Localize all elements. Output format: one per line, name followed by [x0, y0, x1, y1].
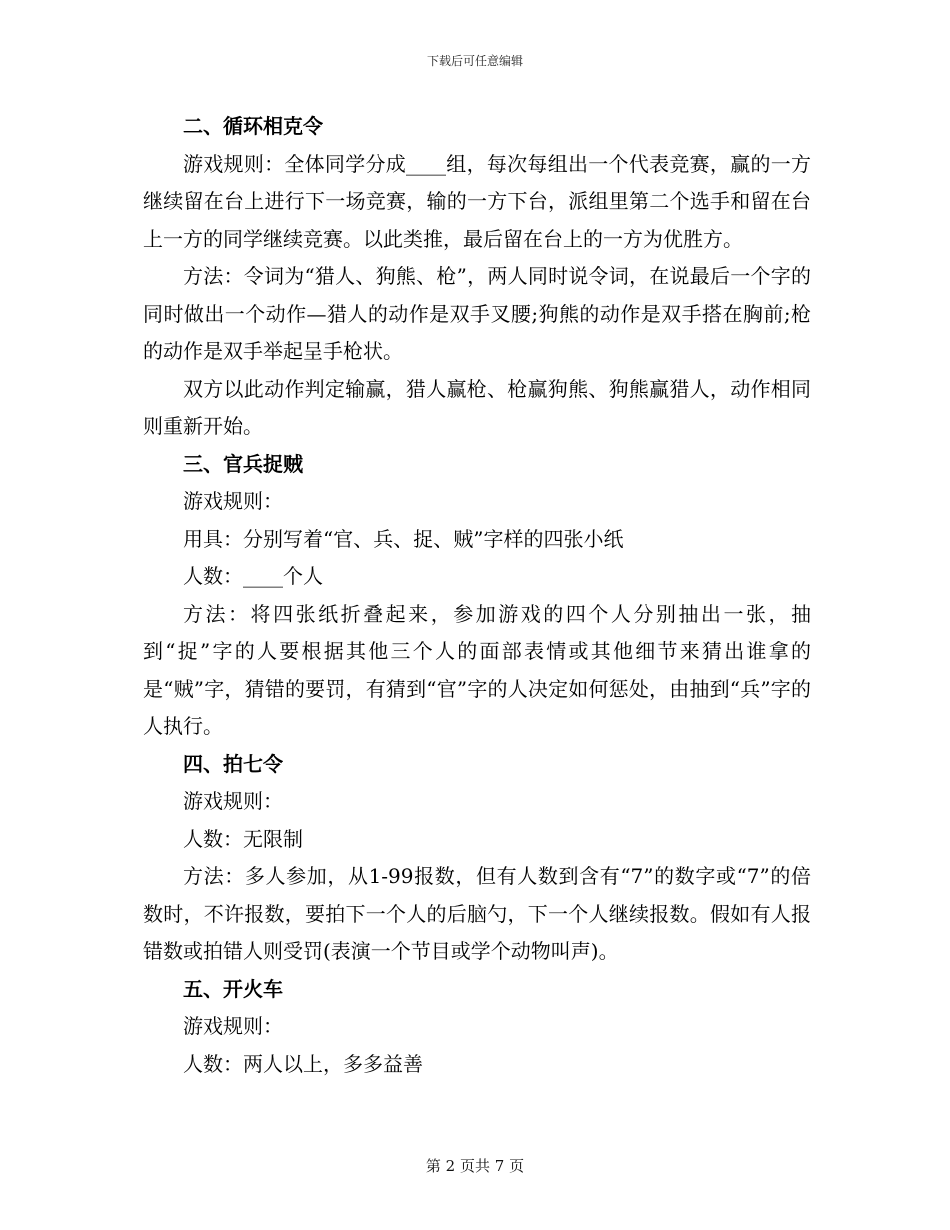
section-heading: 二、循环相克令 — [183, 114, 323, 138]
section-heading: 三、官兵捉贼 — [183, 451, 303, 476]
paragraph: 人数：两人以上，多多益善 — [183, 1051, 423, 1076]
paragraph: 用具：分别写着“官、兵、捉、贼”字样的四张小纸 — [183, 526, 624, 551]
page-footer: 第 2 页共 7 页 — [425, 1157, 525, 1175]
paragraph: 方法：将四张纸折叠起来，参加游戏的四个人分别抽出一张，抽到“捉”字的人要根据其他三个人的面部表情或其他细节来猜出谁拿的是“贼”字，猜错的要罚，有猜到“官”字的人决定如何惩处，由抽到“兵”字的人执行。 — [143, 601, 811, 738]
document-body — [143, 108, 811, 1083]
paragraph: 游戏规则： — [183, 1014, 283, 1038]
paragraph: 双方以此动作判定输赢，猎人赢枪、枪赢狗熊、狗熊赢猎人，动作相同则重新开始。 — [143, 376, 811, 438]
paragraph: 方法：多人参加，从1-99报数，但有人数到含有“7”的数字或“7”的倍数时，不许报数，要拍下一个人的后脑勺，下一个人继续报数。假如有人报错数或拍错人则受罚(表演一个节目或学个动物叫声)。 — [143, 864, 811, 963]
paragraph: 游戏规则： — [183, 489, 283, 513]
paragraph: 游戏规则： — [183, 789, 283, 813]
section-heading: 五、开火车 — [183, 976, 283, 1001]
paragraph: 人数：无限制 — [183, 826, 303, 851]
page-header: 下载后可任意编辑 — [426, 54, 523, 68]
section-heading: 四、拍七令 — [183, 751, 283, 776]
paragraph: 游戏规则：全体同学分成____组，每次每组出一个代表竞赛，赢的一方继续留在台上进行下一场竞赛，输的一方下台，派组里第二个选手和留在台上一方的同学继续竞赛。以此类推，最后留在台上的一方为优胜方。 — [143, 151, 811, 251]
paragraph: 人数：____个人 — [183, 564, 323, 588]
paragraph: 方法：令词为“猎人、狗熊、枪”，两人同时说令词，在说最后一个字的同时做出一个动作—猎人的动作是双手叉腰;狗熊的动作是双手搭在胸前;枪的动作是双手举起呈手枪状。 — [143, 264, 811, 363]
